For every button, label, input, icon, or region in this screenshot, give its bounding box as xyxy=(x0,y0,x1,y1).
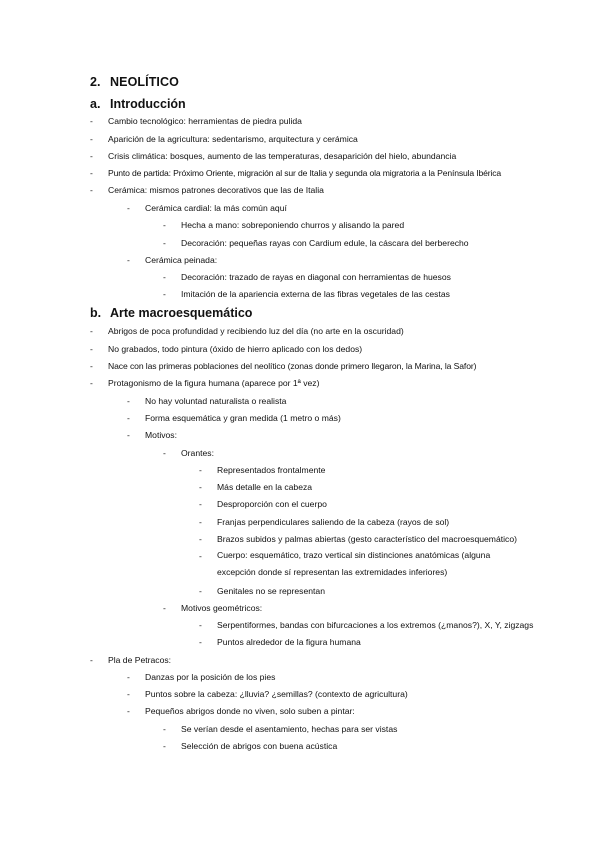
list-item: Cerámica: mismos patrones decorativos que las de Italia xyxy=(108,185,324,195)
list-item: Desproporción con el cuerpo xyxy=(217,499,327,509)
bullet-dash: - xyxy=(199,534,202,544)
list-item: Cerámica cardial: la más común aquí xyxy=(145,203,287,213)
list-item: Franjas perpendiculares saliendo de la cabeza (rayos de sol) xyxy=(217,517,450,527)
bullet-dash: - xyxy=(90,116,93,126)
list-item: Imitación de la apariencia externa de las fibras vegetales de las cestas xyxy=(181,289,450,299)
bullet-dash: - xyxy=(199,586,202,596)
subsection-letter-b: b. xyxy=(90,306,102,320)
list-item: Representados frontalmente xyxy=(217,465,326,475)
list-item: Punto de partida: Próximo Oriente, migración al sur de Italia y segunda ola migratoria a la Península Ibérica xyxy=(108,168,502,178)
section-number: 2. xyxy=(90,75,101,89)
list-item: Aparición de la agricultura: sedentarismo, arquitectura y cerámica xyxy=(108,134,358,144)
bullet-dash: - xyxy=(199,482,202,492)
bullet-dash: - xyxy=(163,220,166,230)
list-item: Cambio tecnológico: herramientas de piedra pulida xyxy=(108,116,302,126)
bullet-dash: - xyxy=(127,672,130,682)
bullet-dash: - xyxy=(127,413,130,423)
list-item: Protagonismo de la figura humana (aparece por 1ª vez) xyxy=(108,378,320,388)
list-item: Motivos geométricos: xyxy=(181,603,263,613)
bullet-dash: - xyxy=(199,551,202,561)
list-item: Crisis climática: bosques, aumento de las temperaturas, desaparición del hielo, abundancia xyxy=(108,151,457,161)
list-item: Motivos: xyxy=(145,430,177,440)
bullet-dash: - xyxy=(127,689,130,699)
bullet-dash: - xyxy=(90,151,93,161)
bullet-dash: - xyxy=(199,465,202,475)
bullet-dash: - xyxy=(163,448,166,458)
list-item: Abrigos de poca profundidad y recibiendo luz del día (no arte en la oscuridad) xyxy=(108,326,404,336)
bullet-dash: - xyxy=(127,706,130,716)
list-item: Forma esquemática y gran medida (1 metro o más) xyxy=(145,413,341,423)
bullet-dash: - xyxy=(199,499,202,509)
list-item: Decoración: pequeñas rayas con Cardium edule, la cáscara del berberecho xyxy=(181,238,469,248)
bullet-dash: - xyxy=(163,238,166,248)
bullet-dash: - xyxy=(199,517,202,527)
list-item: Cuerpo: esquemático, trazo vertical sin distinciones anatómicas (alguna excepción donde sí representan las extremidades inferiores) xyxy=(217,550,491,577)
list-item: Hecha a mano: sobreponiendo churros y alisando la pared xyxy=(181,220,405,230)
bullet-dash: - xyxy=(90,655,93,665)
subsection-heading-a xyxy=(90,97,186,111)
list-item: Pequeños abrigos donde no viven, solo suben a pintar: xyxy=(145,706,355,716)
list-item: Más detalle en la cabeza xyxy=(217,482,313,492)
bullet-dash: - xyxy=(90,344,93,354)
list-item: Puntos alrededor de la figura humana xyxy=(217,637,361,647)
list-item: Nace con las primeras poblaciones del neolítico (zonas donde primero llegaron, la Marina, la Safor) xyxy=(108,361,477,371)
list-item: Brazos subidos y palmas abiertas (gesto característico del macroesquemático) xyxy=(217,534,517,544)
bullet-dash: - xyxy=(90,361,93,371)
bullet-dash: - xyxy=(90,134,93,144)
section-title: NEOLÍTICO xyxy=(110,75,179,89)
bullet-dash: - xyxy=(90,378,93,388)
section-heading xyxy=(90,75,179,89)
bullet-dash: - xyxy=(90,168,93,178)
list-item: Genitales no se representan xyxy=(217,586,325,596)
subsection-letter-a: a. xyxy=(90,97,101,111)
list-item: Decoración: trazado de rayas en diagonal con herramientas de huesos xyxy=(181,272,451,282)
subsection-title-a: Introducción xyxy=(110,97,186,111)
bullet-dash: - xyxy=(127,255,130,265)
list-item: Se verían desde el asentamiento, hechas para ser vistas xyxy=(181,724,398,734)
list-item: Danzas por la posición de los pies xyxy=(145,672,276,682)
bullet-dash: - xyxy=(163,272,166,282)
list-item: Cerámica peinada: xyxy=(145,255,218,265)
bullet-dash: - xyxy=(163,724,166,734)
bullet-dash: - xyxy=(163,603,166,613)
bullet-dash: - xyxy=(163,289,166,299)
bullet-dash: - xyxy=(90,185,93,195)
list-item: Serpentiformes, bandas con bifurcaciones a los extremos (¿manos?), X, Y, zigzags xyxy=(217,620,534,630)
list-item: No grabados, todo pintura (óxido de hierro aplicado con los dedos) xyxy=(108,344,363,354)
bullet-dash: - xyxy=(199,637,202,647)
list-item: No hay voluntad naturalista o realista xyxy=(145,396,287,406)
subsection-heading-b xyxy=(90,306,252,320)
bullet-dash: - xyxy=(199,620,202,630)
bullet-dash: - xyxy=(127,203,130,213)
subsection-title-b: Arte macroesquemático xyxy=(110,306,253,320)
bullet-dash: - xyxy=(127,430,130,440)
list-item: Puntos sobre la cabeza: ¿lluvia? ¿semillas? (contexto de agricultura) xyxy=(145,689,408,699)
list-item: Selección de abrigos con buena acústica xyxy=(181,741,338,751)
bullet-dash: - xyxy=(127,396,130,406)
bullet-dash: - xyxy=(90,326,93,336)
list-item: Orantes: xyxy=(181,448,214,458)
bullet-dash: - xyxy=(163,741,166,751)
list-item: Pla de Petracos: xyxy=(108,655,172,665)
